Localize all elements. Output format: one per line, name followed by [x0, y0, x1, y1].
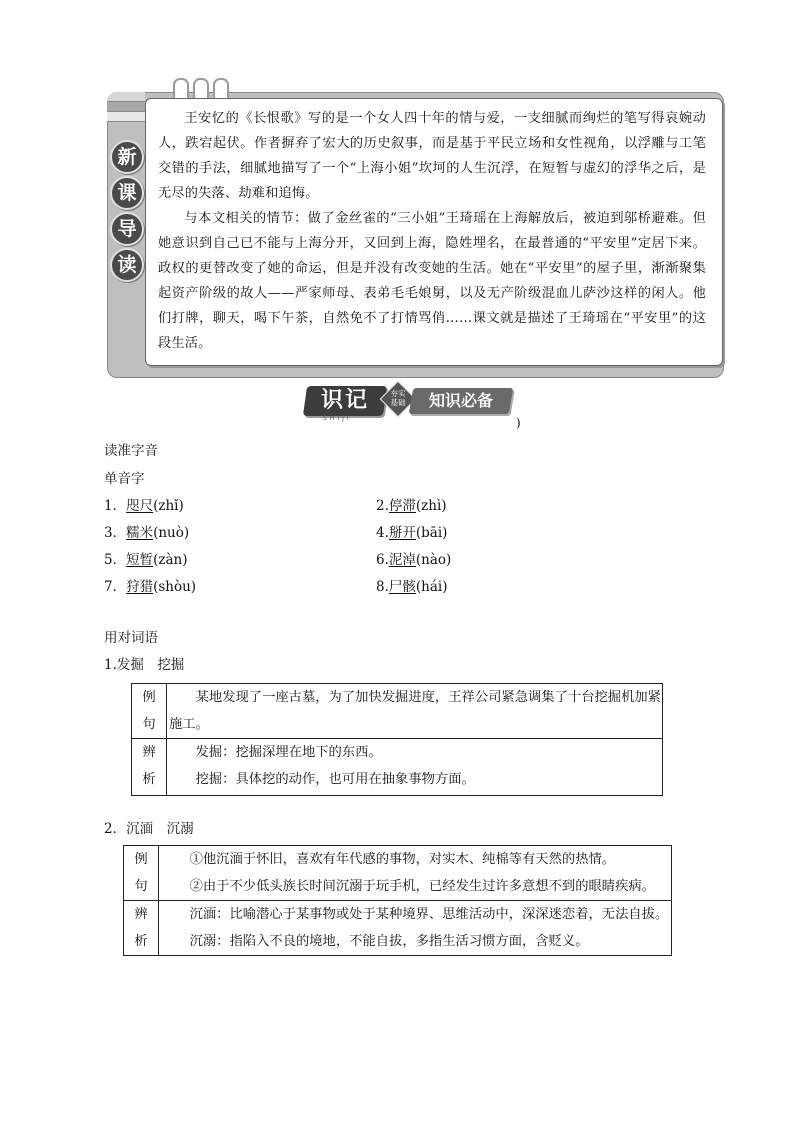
- vocab-table-2: [123, 845, 672, 956]
- pron-item-1: 1．咫尺(zhǐ): [104, 498, 184, 514]
- table-row: [124, 901, 672, 956]
- example-cell: [159, 846, 672, 901]
- pronunciation-heading: 读准字音: [104, 443, 158, 459]
- analysis-label: 辨 析: [132, 739, 167, 796]
- badge-char: 读: [110, 248, 144, 282]
- banner-right: [409, 388, 514, 414]
- vocab-item-title: 2．沉湎 沉溺: [104, 821, 194, 837]
- pron-word: 咫尺: [126, 498, 154, 514]
- example-label: 例 句: [124, 846, 159, 901]
- analysis-line: 挖掘：具体挖的动作，也可用在抽象事物方面。: [195, 772, 475, 787]
- vocab-table-1: [131, 683, 663, 796]
- banner-paren: ): [516, 416, 521, 430]
- analysis-line: 发掘：挖掘深埋在地下的东西。: [195, 745, 382, 760]
- intro-paper: [145, 98, 723, 366]
- example-sentence: 某地发现了一座古墓，为了加快发掘进度，王祥公司紧急调集了十台挖掘机加紧施工。: [169, 690, 661, 732]
- table-row: [132, 739, 663, 796]
- pron-word: 泥淖: [388, 552, 416, 568]
- banner-sub: SHIJI: [323, 415, 352, 422]
- section-banner: [305, 384, 517, 424]
- example-sentence: ①他沉湎于怀旧，喜欢有年代感的事物，对实木、纯棉等有天然的热情。: [189, 852, 616, 867]
- banner-left: [303, 386, 387, 416]
- analysis-line: 沉湎：比喻潜心于某事物或处于某种境界、思维活动中，深深迷恋着，无法自拔。: [189, 907, 669, 922]
- intro-text: [158, 106, 706, 356]
- pron-item-6: 6.泥淖(nào): [376, 552, 452, 568]
- banner-mid: 夯实基础: [390, 389, 406, 407]
- example-sentence: ②由于不少低头族长时间沉溺于玩手机，已经发生过许多意想不到的眼睛疾病。: [189, 879, 655, 894]
- intro-panel: [107, 78, 724, 378]
- pron-word: 狩猎: [126, 579, 154, 595]
- intro-paragraph-2: 与本文相关的情节：做了金丝雀的“三小姐”王琦瑶在上海解放后，被迫到邬桥避难。但她意识到自己已不能与上海分开，又回到上海，隐姓埋名，在最普通的“平安里”定居下来。政权的更替改变了她的命运，但是并没有改变她的生活。她在“平安里”的屋子里，渐渐聚集起资产阶级的故人——严家师母、表弟毛毛娘舅，以及无产阶级混血儿萨沙这样的闲人。他们打牌，聊天，喝下午茶，自然免不了打情骂俏……课文就是描述了王琦瑶在“平安里”的这段生活。: [158, 211, 706, 351]
- table-row: [124, 846, 672, 901]
- analysis-line: 沉溺：指陷入不良的境地，不能自拔，多指生活习惯方面，含贬义。: [189, 934, 589, 949]
- badge-char: 课: [110, 176, 144, 210]
- pronunciation-subheading: 单音字: [104, 471, 145, 487]
- analysis-cell: [167, 739, 663, 796]
- pron-word: 糯米: [126, 525, 154, 541]
- banner-right-label: 知识必备: [428, 391, 493, 410]
- pron-item-7: 7．狩猎(shòu): [104, 579, 197, 595]
- vocab-item-title: 1.发掘 挖掘: [104, 657, 185, 673]
- banner-left-label: 识记: [320, 388, 369, 413]
- intro-badge: [110, 140, 142, 284]
- table-row: [132, 684, 663, 739]
- example-cell: [167, 684, 663, 739]
- badge-char: 新: [110, 140, 144, 174]
- pron-item-8: 8.尸骸(hái): [376, 579, 448, 595]
- pron-item-2: 2.停滞(zhì): [376, 498, 447, 514]
- vocab-heading: 用对词语: [104, 630, 158, 646]
- pron-word: 停滞: [388, 498, 416, 514]
- pron-item-4: 4.掰开(bāi): [376, 525, 448, 541]
- pron-word: 掰开: [388, 525, 416, 541]
- pron-item-3: 3．糯米(nuò): [104, 525, 190, 541]
- pron-item-5: 5．短暂(zàn): [104, 552, 188, 568]
- analysis-label: 辨 析: [124, 901, 159, 956]
- example-label: 例 句: [132, 684, 167, 739]
- pron-word: 短暂: [126, 552, 154, 568]
- badge-char: 导: [110, 212, 144, 246]
- analysis-cell: [159, 901, 672, 956]
- pron-word: 尸骸: [388, 579, 416, 595]
- intro-paragraph-1: 王安忆的《长恨歌》写的是一个女人四十年的情与爱，一支细腻而绚烂的笔写得哀婉动人，跌宕起伏。作者摒弃了宏大的历史叙事，而是基于平民立场和女性视角，以浮雕与工笔交错的手法，细腻地描写了一个“上海小姐”坎坷的人生沉浮，在短暂与虚幻的浮华之后，是无尽的失落、劫难和追悔。: [158, 111, 706, 201]
